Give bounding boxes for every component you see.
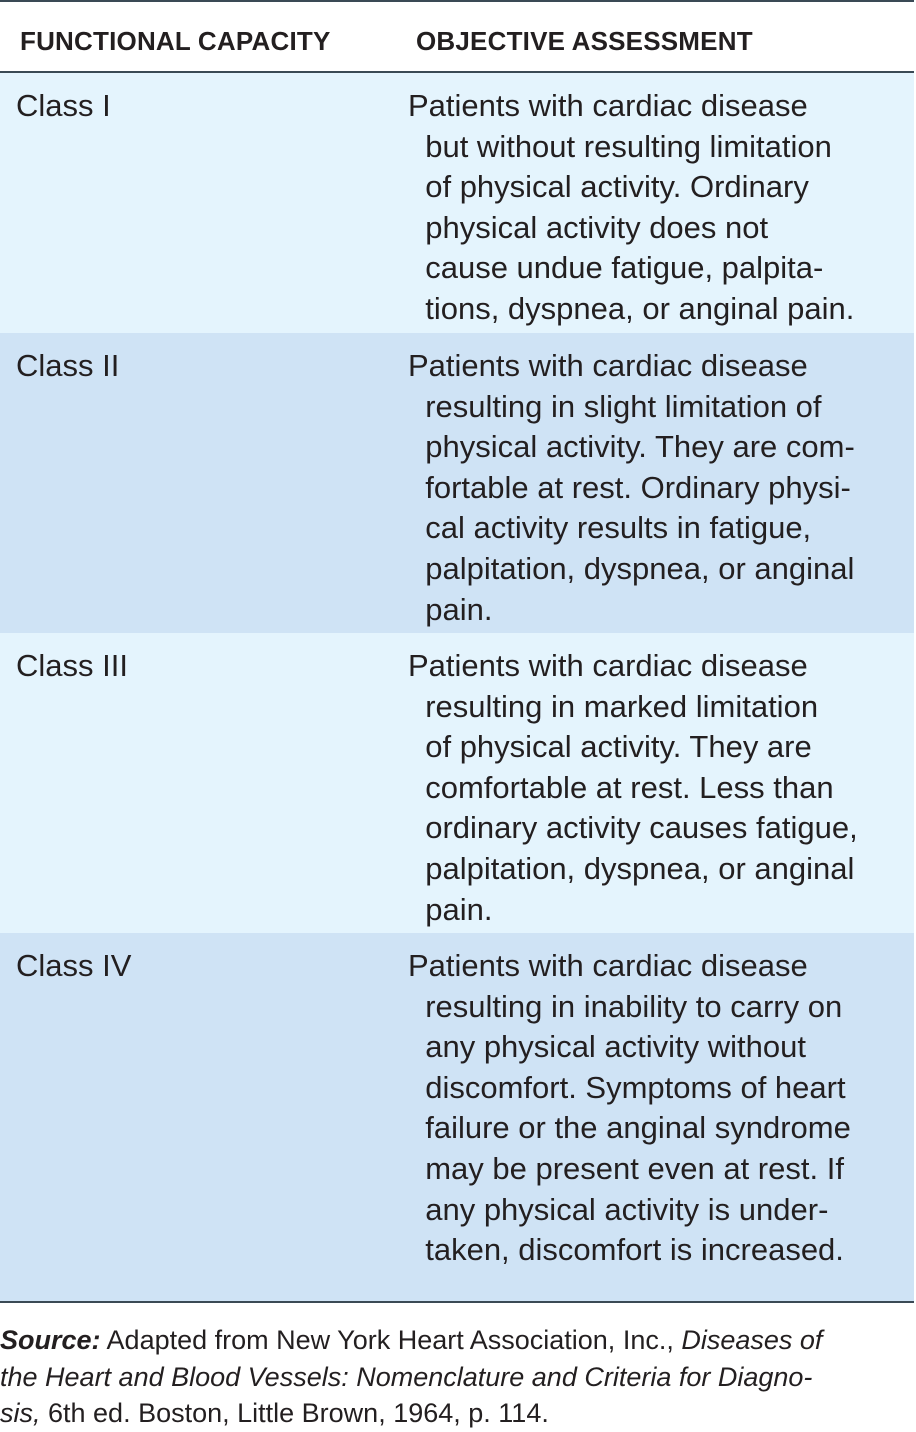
header-functional-capacity: FUNCTIONAL CAPACITY (20, 26, 331, 56)
source-note (0, 1322, 916, 1432)
source-edition: 6th ed. Boston, Little Brown, 1964, p. 114. (40, 1398, 549, 1428)
objective-assessment-cell: Patients with cardiac disease resulting in slight limitation of physical activity. They are com- fortable at rest. Ordinary physi- cal activity results in fatigue, palpitation, dyspnea, or anginal pain. (408, 348, 855, 627)
functional-capacity-cell: Class III (16, 648, 128, 683)
source-text: Adapted from New York Heart Association, Inc., (100, 1325, 682, 1355)
functional-capacity-cell: Class II (16, 348, 120, 383)
functional-capacity-cell: Class IV (16, 948, 132, 983)
table-row (0, 633, 914, 933)
table-row (0, 73, 914, 333)
objective-assessment-cell: Patients with cardiac disease but without resulting limitation of physical activity. Ordinary physical activity does not cause undue fatigue, palpita- tions, dyspnea, or anginal pain. (408, 88, 855, 326)
source-book-title: Diseases of the Heart and Blood Vessels: Nomenclature and Criteria for Diagno- sis, (0, 1325, 823, 1428)
objective-assessment-cell: Patients with cardiac disease resulting in marked limitation of physical activity. They are comfortable at rest. Less than ordinary activity causes fatigue, palpitation, dyspnea, or anginal pain. (408, 648, 858, 927)
objective-assessment-cell: Patients with cardiac disease resulting in inability to carry on any physical activity without discomfort. Symptoms of heart failure or the anginal syndrome may be present even at rest. If any physical activity is under- taken, discomfort is increased. (408, 948, 851, 1268)
table-row (0, 333, 914, 633)
functional-capacity-cell: Class I (16, 88, 111, 123)
table-header (0, 0, 914, 73)
table-row (0, 933, 914, 1303)
header-objective-assessment: OBJECTIVE ASSESSMENT (416, 26, 753, 56)
source-label: Source: (0, 1325, 101, 1355)
